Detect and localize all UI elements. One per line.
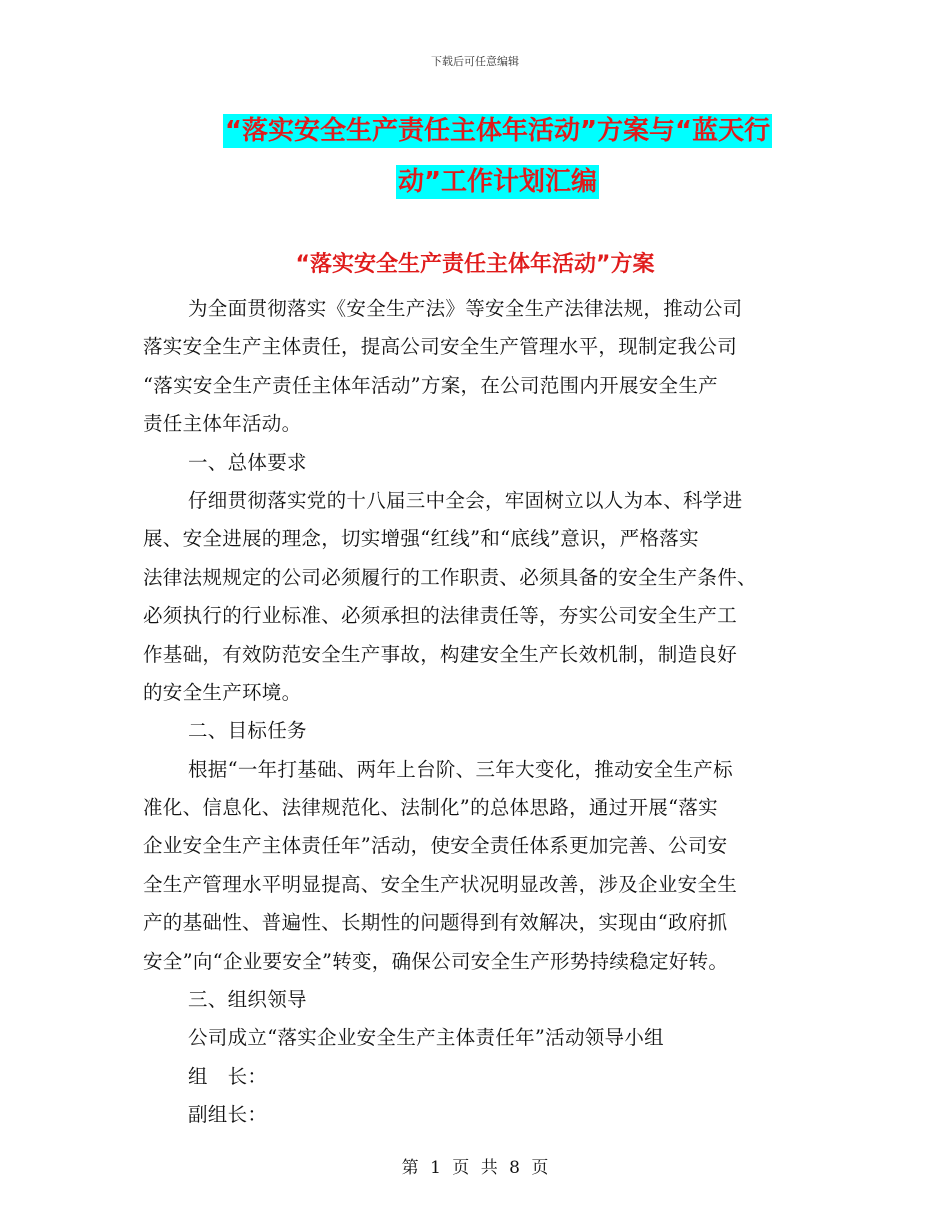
paragraph-line: 展、安全进展的理念，切实增强“红线”和“底线”意识，严格落实 — [143, 527, 699, 551]
paragraph-line: 作基础，有效防范安全生产事故，构建安全生产长效机制，制造良好 — [143, 642, 738, 666]
section-title: “落实安全生产责任主体年活动”方案 — [295, 252, 655, 277]
heading-objectives: 二、目标任务 — [188, 719, 307, 743]
deputy-leader-label: 副组长： — [188, 1103, 268, 1127]
paragraph-line: 仔细贯彻落实党的十八届三中全会，牢固树立以人为本、科学进 — [188, 488, 743, 512]
paragraph-line: 责任主体年活动。 — [143, 412, 302, 436]
header-note: 下载后可任意编辑 — [431, 55, 519, 68]
paragraph-line: 必须执行的行业标准、必须承担的法律责任等，夯实公司安全生产工 — [143, 604, 738, 628]
document-title — [205, 106, 790, 208]
paragraph-line: 安全”向“企业要安全”转变，确保公司安全生产形势持续稳定好转。 — [143, 949, 729, 973]
paragraph-line: 的安全生产环境。 — [143, 680, 302, 704]
heading-general-requirements: 一、总体要求 — [188, 450, 307, 474]
document-title-line-2: 动”工作计划汇编 — [397, 167, 598, 197]
page-number: 第 1 页 共 8 页 — [401, 1158, 549, 1178]
document-title-line-1: “落实安全生产责任主体年活动”方案与“蓝天行 — [224, 116, 771, 146]
paragraph-line: 产的基础性、普遍性、长期性的问题得到有效解决，实现由“政府抓 — [143, 911, 728, 935]
document-body — [143, 290, 807, 1135]
paragraph-line: 公司成立“落实企业安全生产主体责任年”活动领导小组 — [188, 1026, 664, 1050]
paragraph-line: 根据“一年打基础、两年上台阶、三年大变化，推动安全生产标 — [188, 757, 733, 781]
paragraph-line: “落实安全生产责任主体年活动”方案，在公司范围内开展安全生产 — [143, 373, 718, 397]
paragraph-line: 落实安全生产主体责任，提高公司安全生产管理水平，现制定我公司 — [143, 335, 738, 359]
paragraph-line: 为全面贯彻落实《安全生产法》等安全生产法律法规，推动公司 — [188, 297, 743, 320]
heading-organization: 三、组织领导 — [188, 988, 307, 1012]
team-leader-label: 组 长： — [188, 1064, 268, 1088]
paragraph-line: 法律法规规定的公司必须履行的工作职责、必须具备的安全生产条件、 — [143, 565, 757, 589]
paragraph-line: 企业安全生产主体责任年”活动，使安全责任体系更加完善、公司安 — [143, 834, 728, 858]
paragraph-line: 准化、信息化、法律规范化、法制化”的总体思路，通过开展“落实 — [143, 796, 718, 820]
paragraph-line: 全生产管理水平明显提高、安全生产状况明显改善，涉及企业安全生 — [143, 872, 738, 896]
